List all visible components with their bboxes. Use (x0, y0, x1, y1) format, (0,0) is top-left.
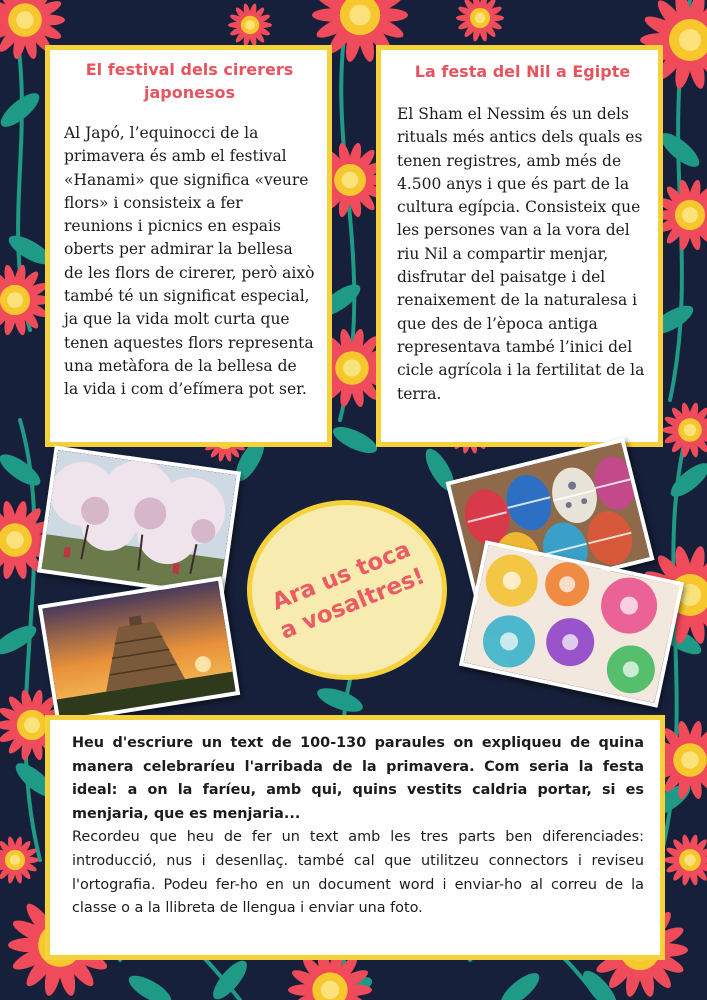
flower-14 (228, 3, 272, 47)
call-to-action-badge (247, 500, 447, 680)
flower-19 (0, 836, 39, 884)
hanami-title: El festival dels cirerers japonesos (85, 60, 294, 102)
leaf-7 (0, 620, 40, 660)
assignment-instructions: Heu d'escriure un text de 100-130 paraules on expliqueu de quina manera celebraríeu l'arribada de la primavera. Com seria la festa ideal: a on la faríeu, amb qui, quins vestits caldria portar, si es menjaria, que es menjaria... (72, 735, 644, 822)
flower-18 (662, 402, 707, 458)
leaf-19 (496, 968, 544, 1000)
leaf-6 (0, 449, 45, 491)
assignment-reminders: Recordeu que heu de fer un text amb les tres parts ben diferenciades: introducció, nus i desenllaç. també cal que utilitzeu connectors i reviseu l'ortografia. Podeu fer-ho en un document word i enviar-ho al correu de la classe o a la llibreta de llengua i enviar una foto. (72, 829, 644, 917)
cherry-blossom-photo (37, 446, 241, 599)
hanami-text: Al Japó, l’equinocci de la primavera és amb el festival «Hanami» que significa «veure flors» i consisteix a fer reunions i picnics en espais oberts per admirar la bellesa de les flors de cirerer, però això també té un significat especial, ja que la vida molt curta que tenen aquestes flors representa una metàfora de la bellesa de la vida i com d’efímera pot ser. (64, 124, 315, 399)
flower-20 (664, 834, 707, 886)
nile-card (376, 45, 663, 447)
leaf-12 (314, 683, 365, 716)
leaf-16 (208, 956, 253, 1000)
flower-15 (456, 0, 504, 42)
leaf-18 (125, 970, 176, 1000)
hanami-card (45, 45, 332, 447)
leaf-9 (666, 458, 707, 503)
badge-text: Ara us toca a vosaltres! (268, 536, 429, 645)
assignment-card (45, 715, 665, 960)
nile-title: La festa del Nil a Egipte (414, 62, 631, 81)
flower-4 (0, 264, 51, 336)
nile-text: El Sham el Nessim és un dels rituals més antics dels quals es tenen registres, amb més de 4.500 anys i que és part de la cultura egípcia. Consisteix que les persones van a la vora del riu Nil a compartir menjar, disfrutar del paisatge i del renaixement de la naturalesa i que des de l’època antiga representava també l’inici del cicle agrícola i la fertilitat de la terra. (397, 105, 645, 403)
leaf-3 (329, 422, 380, 459)
